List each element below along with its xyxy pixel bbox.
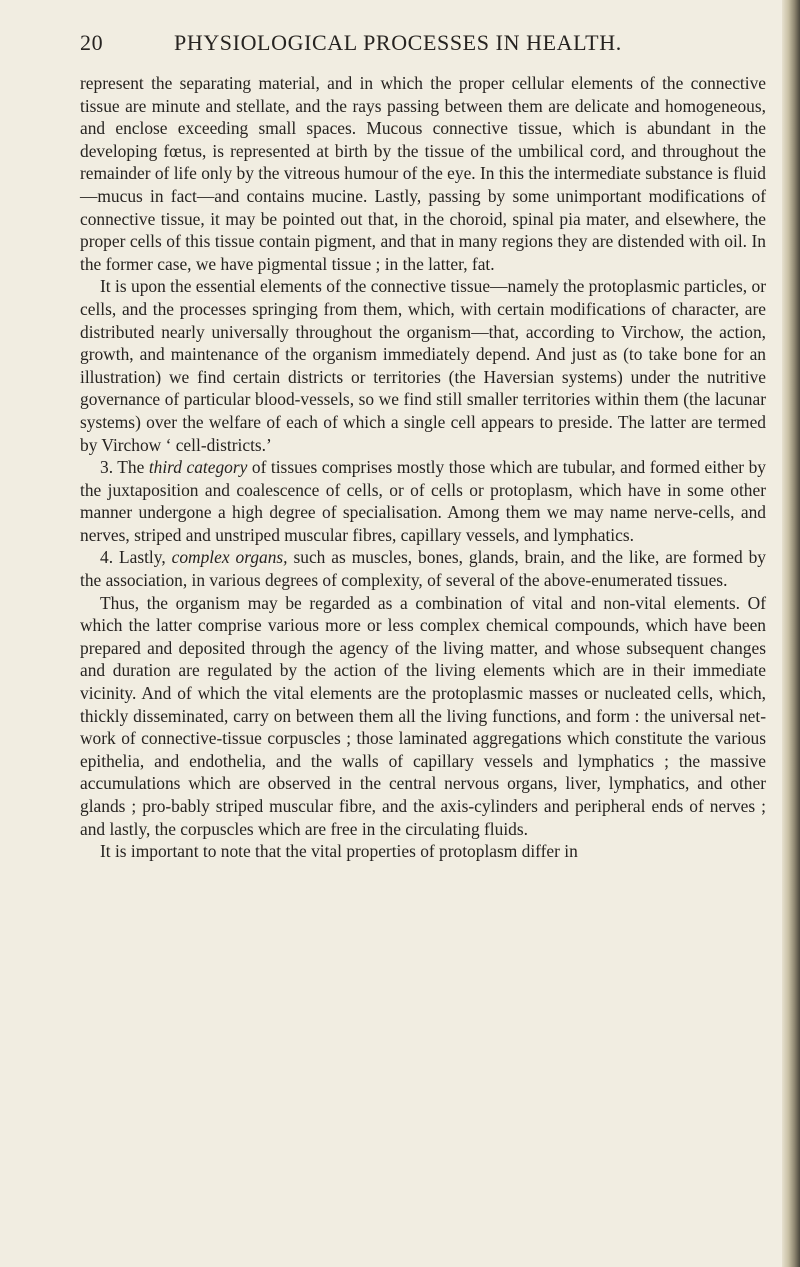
paragraph-3 (80, 456, 766, 546)
paragraph-3-lead: 3. The (100, 457, 149, 478)
paragraph-1: represent the separating material, and in which the proper cellular elements of the connective tissue are minute and stellate, and the rays passing between them are delicate and homogeneous, and enclose exceeding small spaces. Mucous connective tissue, which is abundant in the developing fœtus, is represented at birth by the tissue of the umbilical cord, and throughout the remainder of life only by the vitreous humour of the eye. In this the intermediate substance is fluid—mucus in fact—and contains mucine. Lastly, passing by some unimportant modifications of connective tissue, it may be pointed out that, in the choroid, spinal pia mater, and elsewhere, the proper cells of this tissue contain pigment, and that in many regions they are distended with oil. In the former case, we have pigmental tissue ; in the latter, fat. (80, 73, 766, 274)
paragraph-3-rest: of tissues comprises mostly those which are tubular, and formed either by the juxtaposition and coalescence of cells, or of cells or protoplasm, which have in some other manner undergone a high degree of specialisation. Among them we may name nerve-cells, and nerves, striped and unstriped muscular fibres, capillary vessels, and lymphatics. (80, 457, 766, 545)
running-head (70, 30, 770, 60)
paragraph-4-rest: such as muscles, bones, glands, brain, and the like, are formed by the association, in various degrees of complexity, of several of the above-enumerated tissues. (80, 547, 766, 591)
page-edge-shadow (782, 0, 800, 1267)
paragraph-4 (80, 546, 766, 591)
paragraph-4-lead: 4. Lastly, (100, 547, 172, 568)
paragraph-4-italic: complex organs, (171, 547, 288, 568)
paragraph-6: It is important to note that the vital properties of protoplasm differ in (100, 841, 578, 862)
paragraph-3-italic: third category (148, 457, 248, 478)
body-text (80, 72, 766, 863)
page-number: 20 (80, 30, 104, 55)
paragraph-5: Thus, the organism may be regarded as a combination of vital and non-vital elements. Of which the latter comprise various more or less complex chemical compounds, which have been prepared and deposited through the agency of the living matter, and whose subsequent changes and duration are regulated by the action of the living elements which are in their immediate vicinity. And of which the vital elements are the protoplasmic masses or nucleated cells, which, thickly disseminated, carry on between them all the living functions, and form : the universal net-work of connective-tissue corpuscles ; those laminated aggregations which constitute the various epithelia, and endothelia, and the walls of capillary vessels and lymphatics ; the massive accumulations which are observed in the central nervous organs, liver, lymphatics, and other glands ; pro-bably striped muscular fibre, and the axis-cylinders and peripheral ends of nerves ; and lastly, the corpuscles which are free in the circulating fluids. (80, 592, 766, 839)
paragraph-2: It is upon the essential elements of the connective tissue—namely the protoplasmic particles, or cells, and the processes springing from them, which, with certain modifications of character, are distributed nearly universally throughout the organism—that, according to Virchow, the action, growth, and maintenance of the organism immediately depend. And just as (to take bone for an illustration) we find certain districts or territories (the Haversian systems) under the nutritive governance of particular blood-vessels, so we find still smaller territories within them (the lacunar systems) over the welfare of each of which a single cell appears to preside. The latter are termed by Virchow ‘ cell-districts.’ (80, 276, 766, 455)
header-title: PHYSIOLOGICAL PROCESSES IN HEALTH. (174, 30, 622, 55)
